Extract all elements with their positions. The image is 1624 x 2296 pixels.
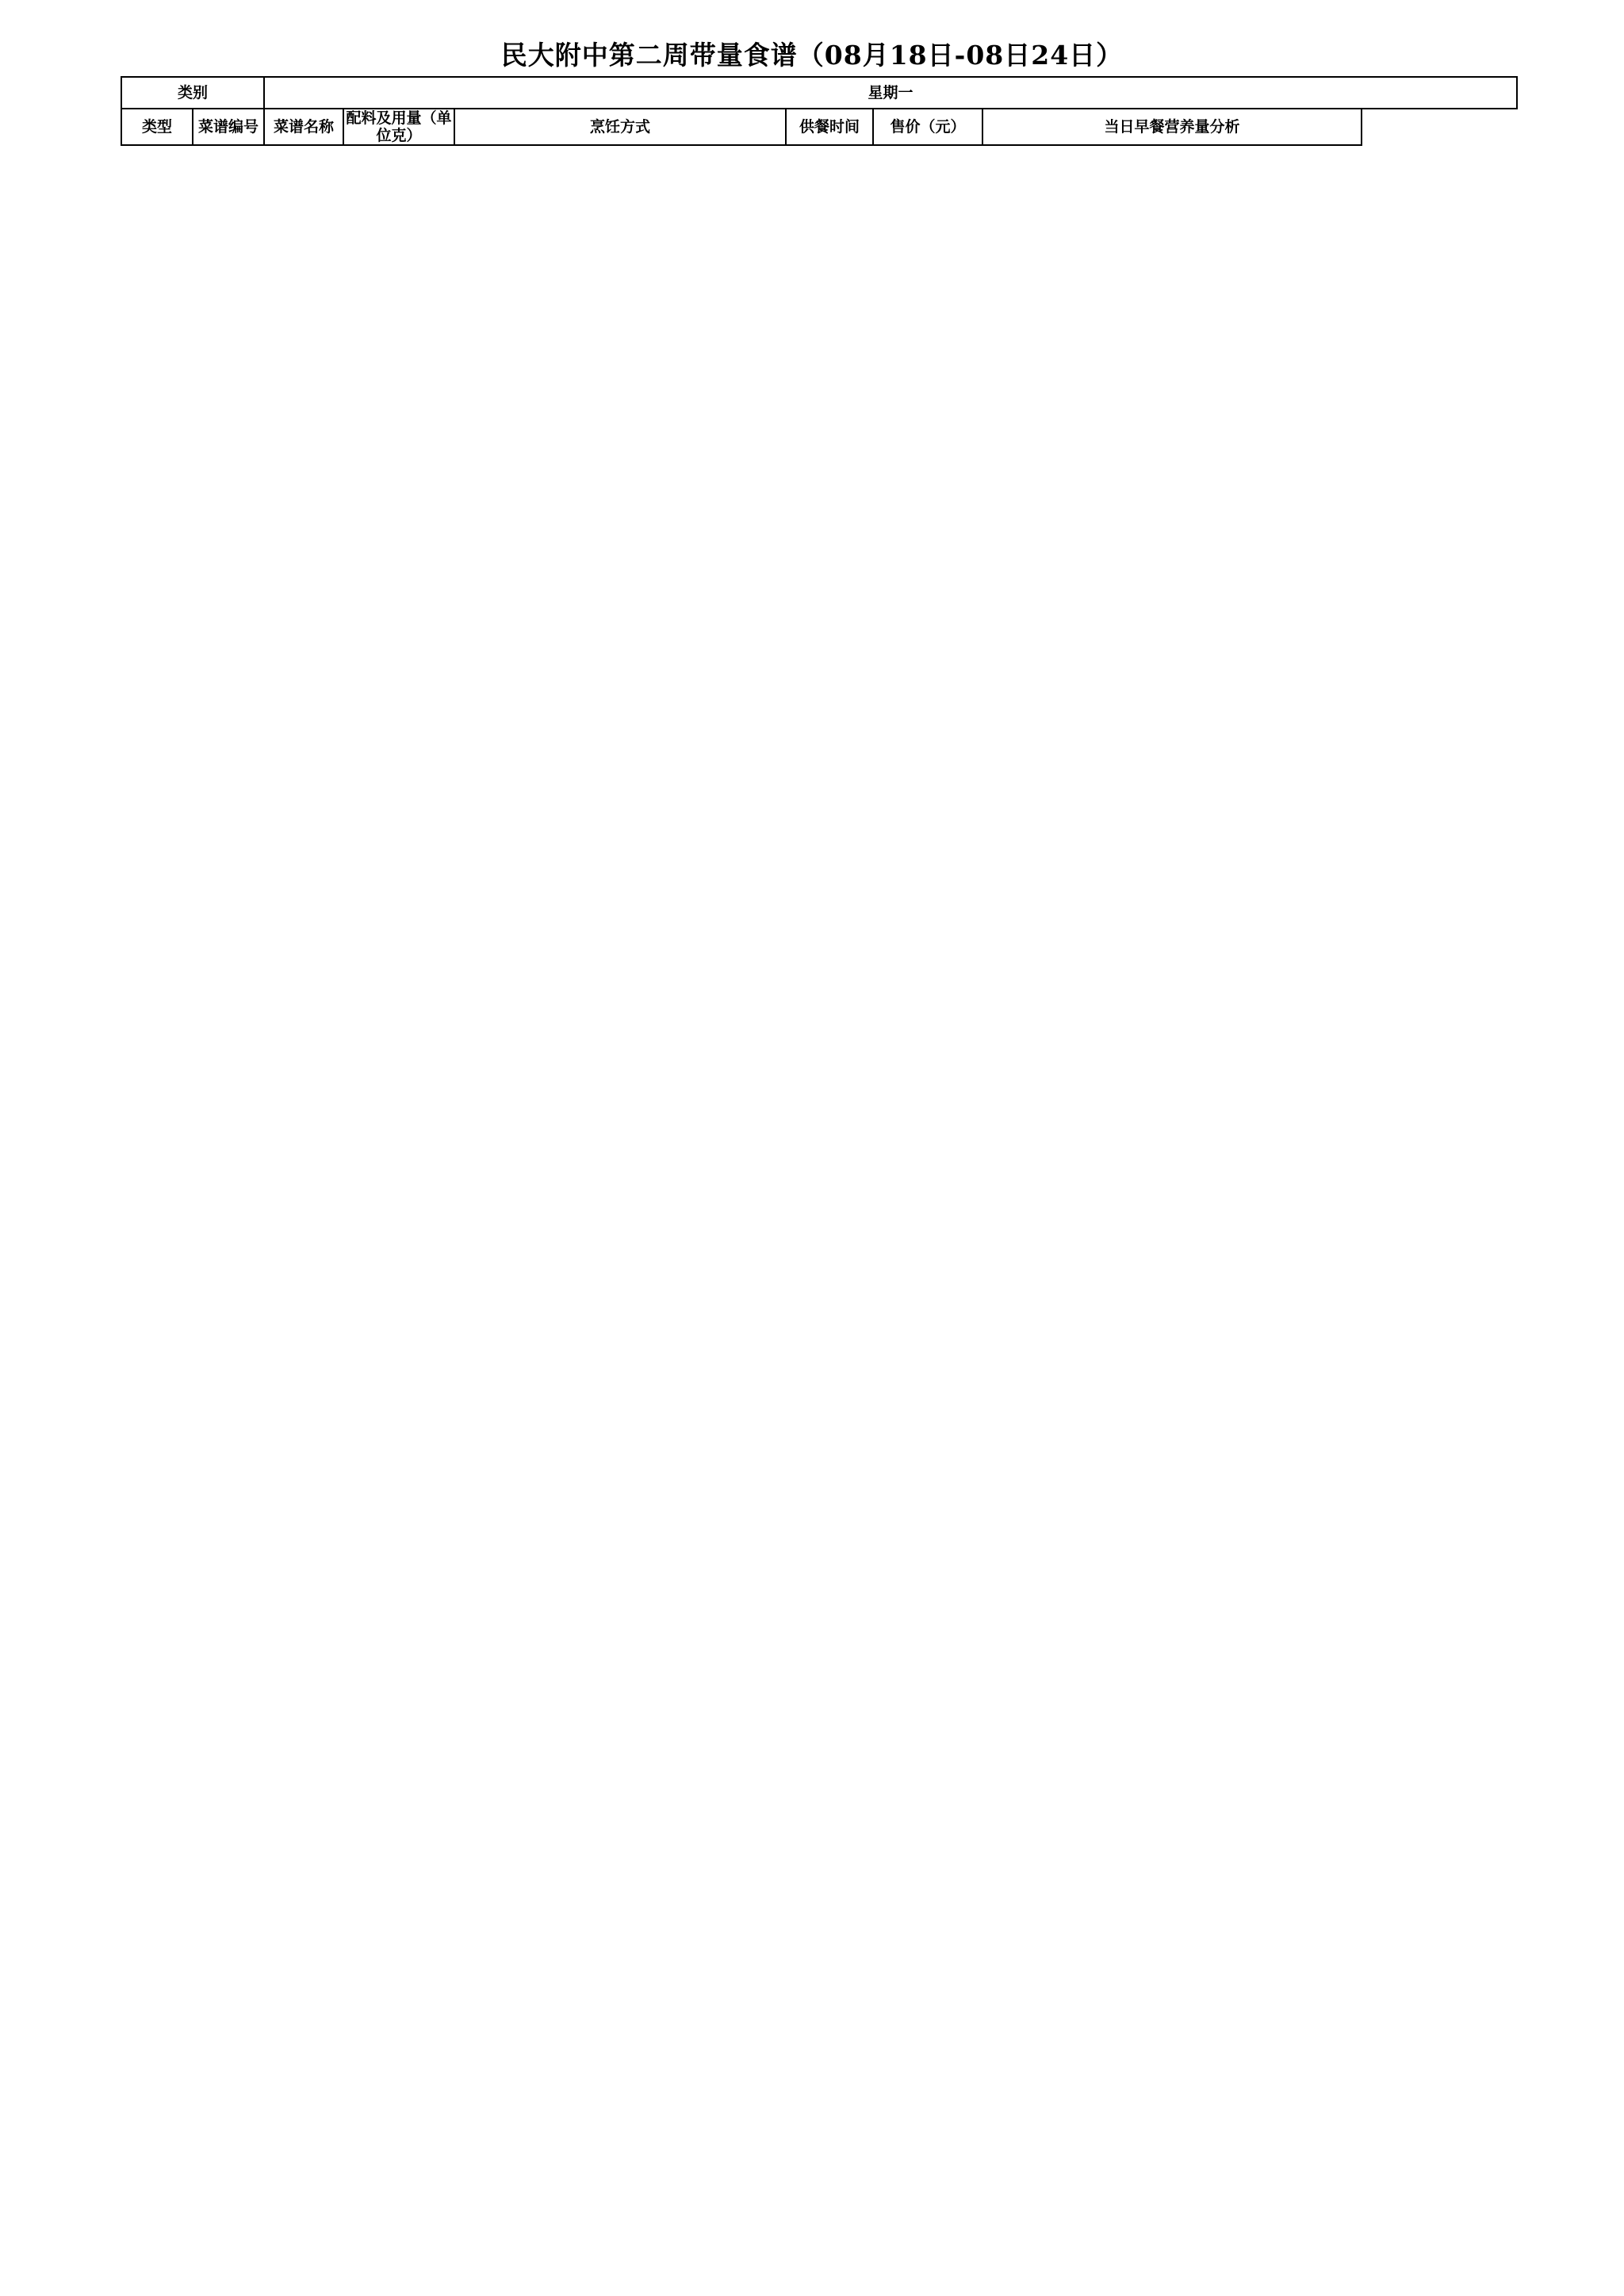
column-header: 菜谱编号 xyxy=(193,109,264,145)
column-header: 菜谱名称 xyxy=(264,109,343,145)
column-header: 配料及用量（单位克） xyxy=(343,109,454,145)
column-header: 售价（元） xyxy=(873,109,982,145)
section-header-row xyxy=(121,109,1517,145)
analysis-title: 当日早餐营养量分析 xyxy=(982,109,1362,145)
header-row xyxy=(121,77,1517,109)
column-header: 烹饪方式 xyxy=(454,109,786,145)
menu-table xyxy=(121,76,1518,146)
column-header: 类型 xyxy=(121,109,193,145)
page-title: 民大附中第二周带量食谱（08月18日-08日24日） xyxy=(500,40,1124,71)
day-header: 星期一 xyxy=(264,77,1517,109)
column-header: 供餐时间 xyxy=(786,109,873,145)
menu-sheet xyxy=(121,76,1516,146)
category-header: 类别 xyxy=(121,77,264,109)
